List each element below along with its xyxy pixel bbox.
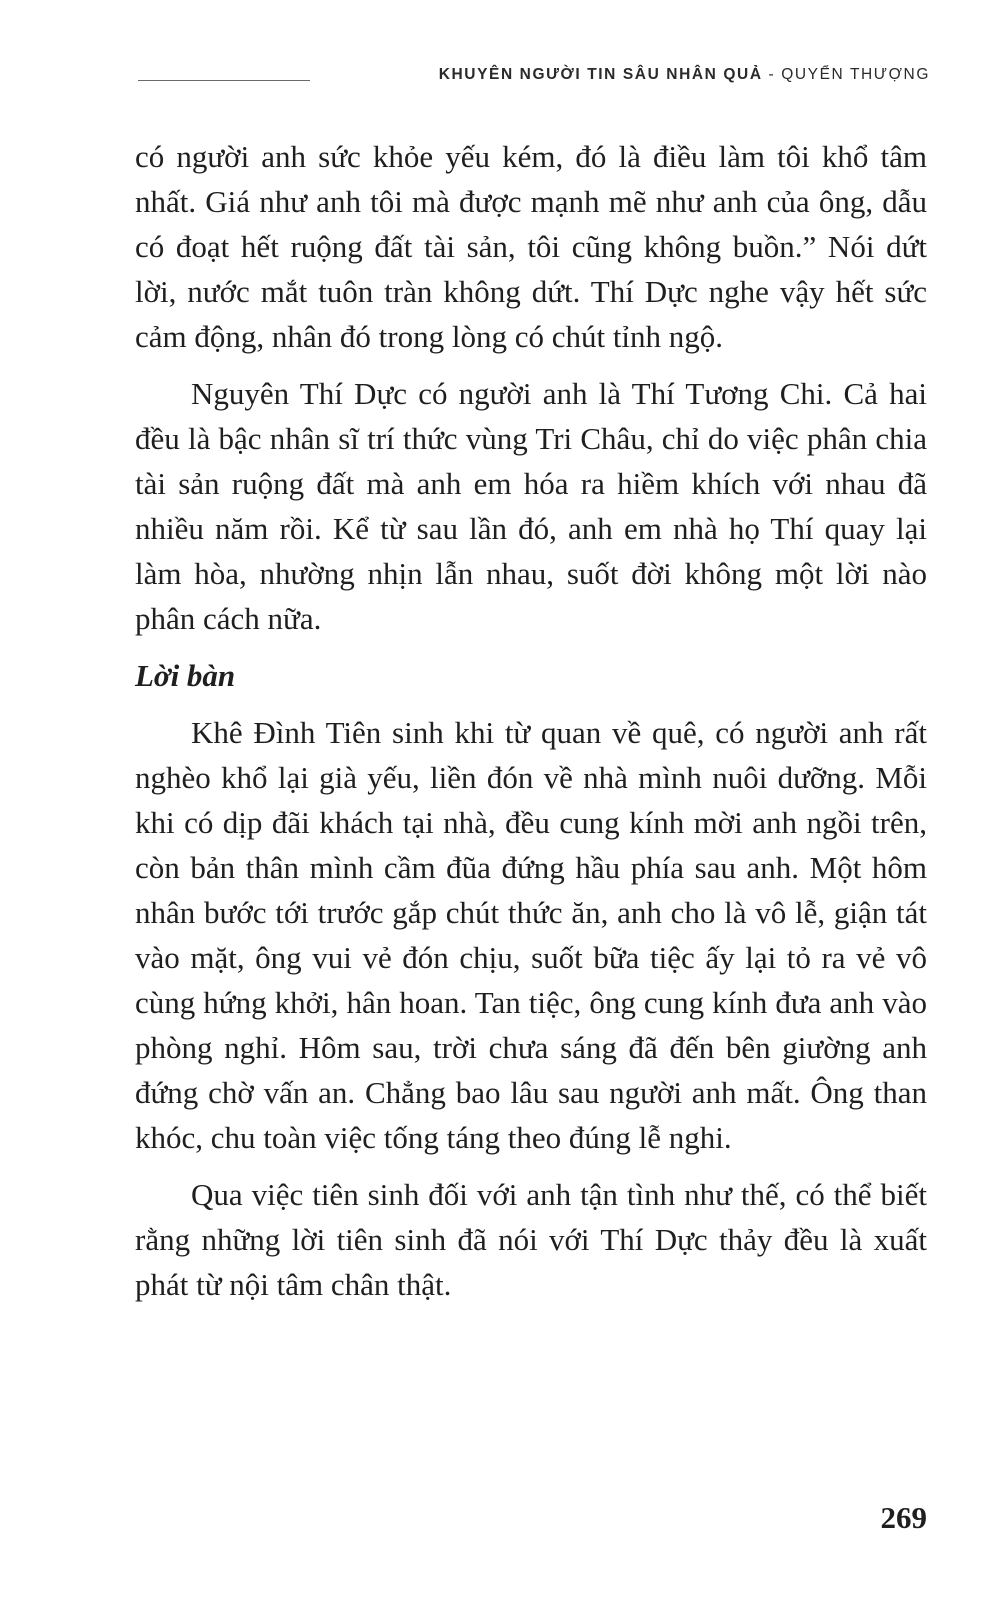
book-title: KHUYÊN NGƯỜI TIN SÂU NHÂN QUẢ bbox=[438, 66, 763, 83]
page-number: 269 bbox=[880, 1500, 927, 1535]
paragraph: Qua việc tiên sinh đối với anh tận tình như thế, có thể biết rằng những lời tiên sinh đã nói với Thí Dực thảy đều là xuất phát từ nội tâm chân thật. bbox=[135, 1177, 927, 1302]
running-header bbox=[138, 62, 930, 88]
paragraph: Khê Đình Tiên sinh khi từ quan về quê, có người anh rất nghèo khổ lại già yếu, liền đón về nhà mình nuôi dưỡng. Mỗi khi có dịp đãi khách tại nhà, đều cung kính mời anh ngồi trên, còn bản thân mình cầm đũa đứng hầu phía sau anh. Một hôm nhân bước tới trước gắp chút thức ăn, anh cho là vô lễ, giận tát vào mặt, ông vui vẻ đón chịu, suốt bữa tiệc ấy lại tỏ ra vẻ vô cùng hứng khởi, hân hoan. Tan tiệc, ông cung kính đưa anh vào phòng nghỉ. Hôm sau, trời chưa sáng đã đến bên giường anh đứng chờ vấn an. Chẳng bao lâu sau người anh mất. Ông than khóc, chu toàn việc tống táng theo đúng lễ nghi. bbox=[135, 715, 927, 1155]
header-rule bbox=[138, 80, 310, 81]
volume-name: QUYỂN THƯỢNG bbox=[781, 66, 930, 83]
paragraph: có người anh sức khỏe yếu kém, đó là điều làm tôi khổ tâm nhất. Giá như anh tôi mà được mạnh mẽ như anh của ông, dẫu có đoạt hết ruộng đất tài sản, tôi cũng không buồn.” Nói dứt lời, nước mắt tuôn tràn không dứt. Thí Dực nghe vậy hết sức cảm động, nhân đó trong lòng có chút tỉnh ngộ. bbox=[135, 139, 927, 354]
paragraph: Nguyên Thí Dực có người anh là Thí Tương Chi. Cả hai đều là bậc nhân sĩ trí thức vùng Tri Châu, chỉ do việc phân chia tài sản ruộng đất mà anh em hóa ra hiềm khích với nhau đã nhiều năm rồi. Kể từ sau lần đó, anh em nhà họ Thí quay lại làm hòa, nhường nhịn lẫn nhau, suốt đời không một lời nào phân cách nữa. bbox=[135, 376, 927, 636]
section-heading: Lời bàn bbox=[135, 658, 236, 693]
page-body bbox=[135, 134, 927, 1319]
header-text bbox=[439, 66, 930, 84]
header-separator: - bbox=[762, 66, 782, 83]
